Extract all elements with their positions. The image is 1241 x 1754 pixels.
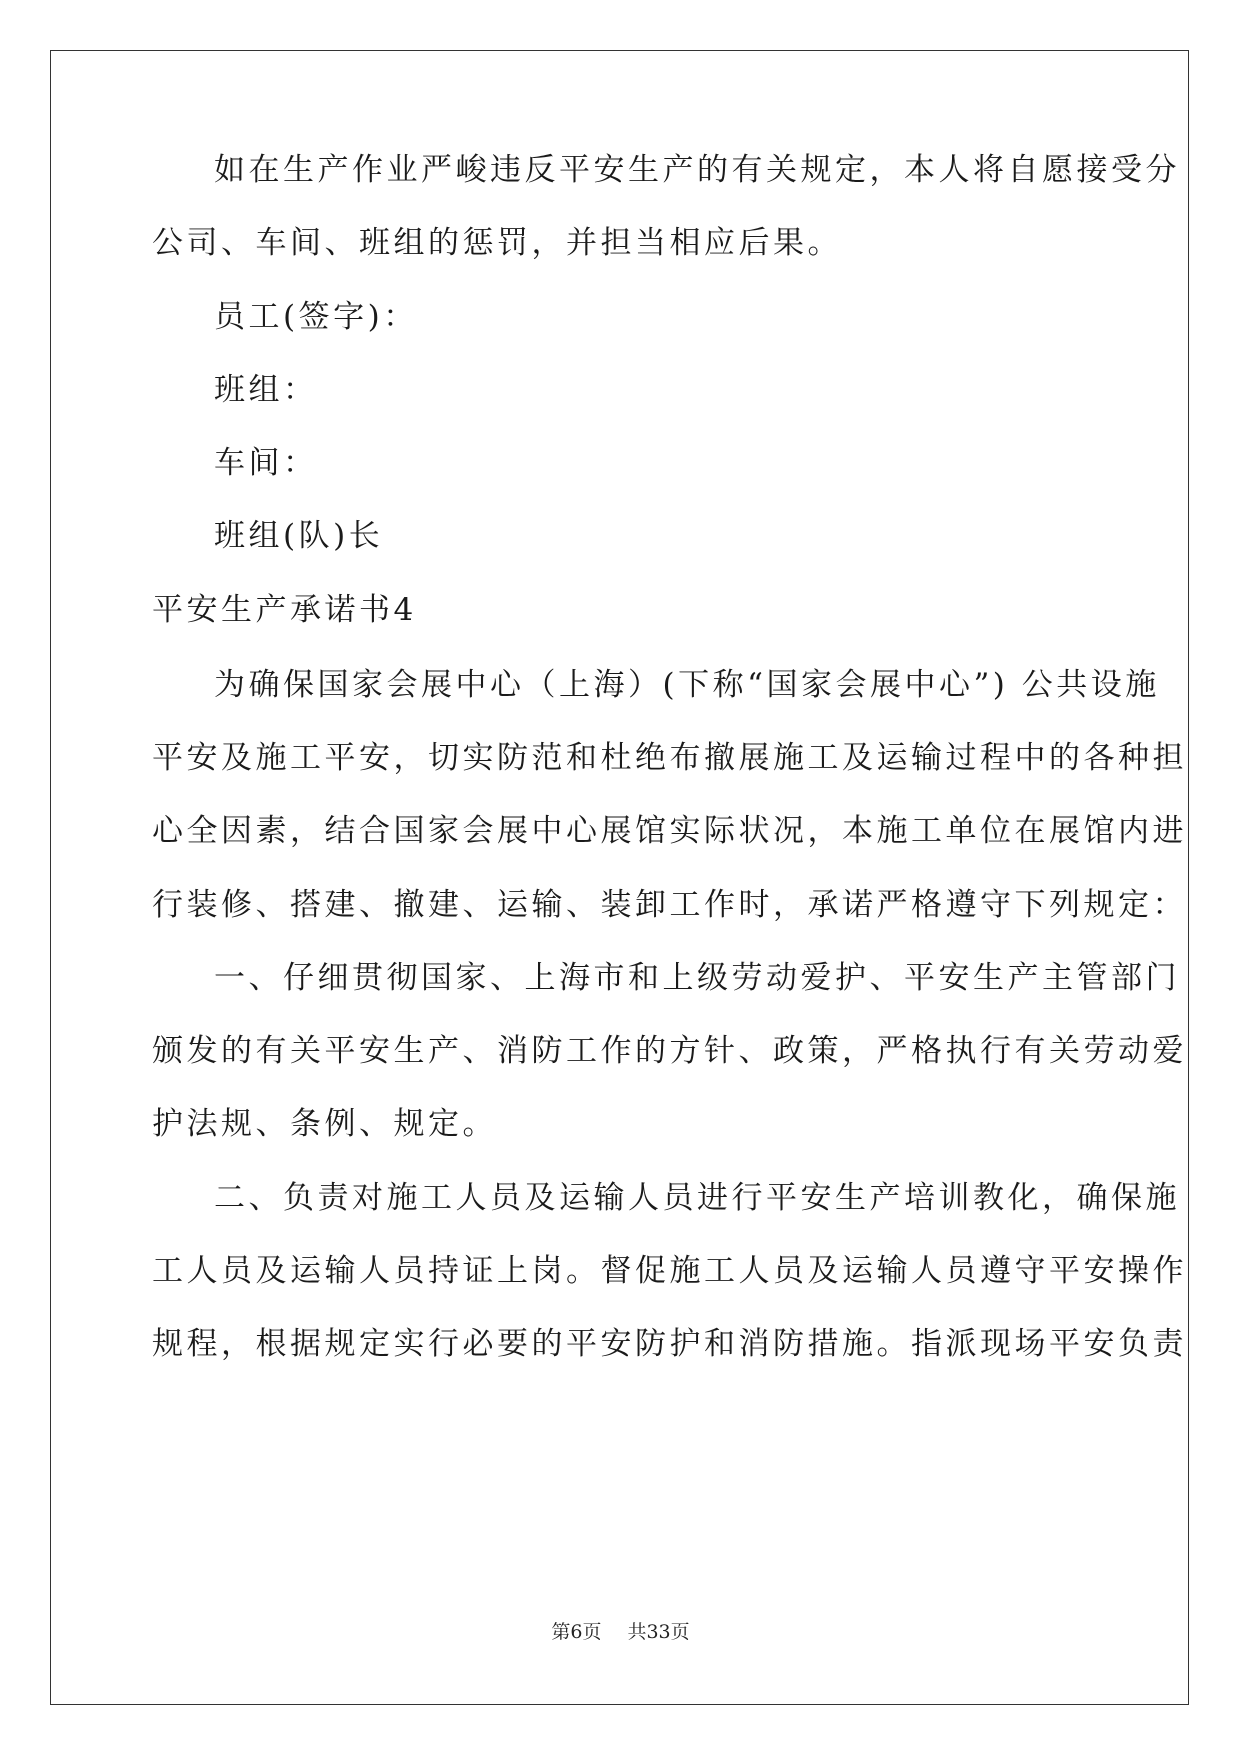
signature-workshop-label: 车间：: [214, 445, 318, 481]
paragraph-line: 行装修、搭建、撤建、运输、装卸工作时，承诺严格遵守下列规定：: [152, 887, 1187, 923]
page-number: 第6页: [551, 1621, 602, 1643]
paragraph-line: 平安及施工平安，切实防范和杜绝布撤展施工及运输过程中的各种担: [152, 740, 1187, 776]
section-heading: 平安生产承诺书4: [152, 592, 417, 628]
paragraph-line: 心全因素，结合国家会展中心展馆实际状况，本施工单位在展馆内进: [152, 813, 1187, 849]
signature-team-leader-label: 班组(队)长: [214, 518, 384, 554]
page-total: 共33页: [627, 1621, 690, 1643]
paragraph-line: 规程，根据规定实行必要的平安防护和消防措施。指派现场平安负责: [152, 1326, 1187, 1362]
paragraph-line: 颁发的有关平安生产、消防工作的方针、政策，严格执行有关劳动爱: [152, 1033, 1187, 1069]
page-footer: [0, 1620, 1241, 1644]
paragraph-line: 为确保国家会展中心（上海）(下称“国家会展中心”) 公共设施: [214, 667, 1160, 703]
paragraph-line: 工人员及运输人员持证上岗。督促施工人员及运输人员遵守平安操作: [152, 1253, 1187, 1289]
paragraph-line: 一、仔细贯彻国家、上海市和上级劳动爱护、平安生产主管部门: [214, 960, 1180, 996]
paragraph-line: 二、负责对施工人员及运输人员进行平安生产培训教化，确保施: [214, 1180, 1180, 1216]
paragraph-line: 公司、车间、班组的惩罚，并担当相应后果。: [152, 225, 842, 261]
signature-team-label: 班组：: [214, 372, 318, 408]
paragraph-line: 护法规、条例、规定。: [152, 1106, 497, 1142]
paragraph-line: 如在生产作业严峻违反平安生产的有关规定，本人将自愿接受分: [214, 152, 1180, 188]
signature-employee-label: 员工(签字)：: [214, 299, 418, 335]
